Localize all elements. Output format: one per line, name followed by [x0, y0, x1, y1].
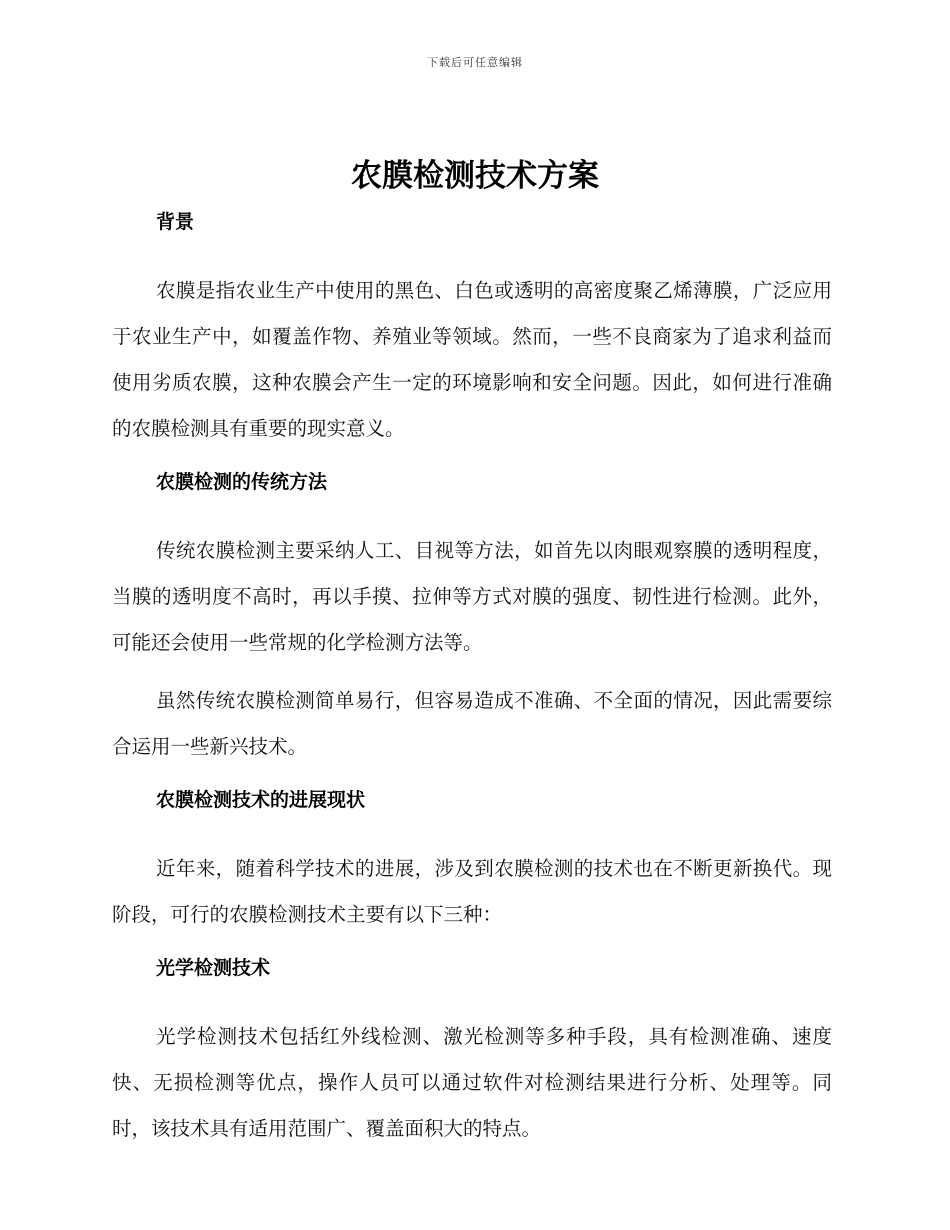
page-title: 农膜检测技术方案	[351, 158, 599, 194]
header-note: 下载后可任意编辑	[427, 56, 523, 69]
paragraph-optical-detection: 光学检测技术包括红外线检测、激光检测等多种手段，具有检测准确、速度快、无损检测等优点，操作人员可以通过软件对检测结果进行分析、处理等。同时，该技术具有适用范围广、覆盖面积大的特点。	[112, 1025, 832, 1140]
section-heading-traditional-methods: 农膜检测的传统方法	[156, 471, 328, 493]
paragraph-traditional-methods-1: 传统农膜检测主要采纳人工、目视等方法，如首先以肉眼观察膜的透明程度，当膜的透明度不高时，再以手摸、拉伸等方式对膜的强度、韧性进行检测。此外，可能还会使用一些常规的化学检测方法等。	[112, 539, 832, 654]
paragraph-progress-status: 近年来，随着科学技术的进展，涉及到农膜检测的技术也在不断更新换代。现阶段，可行的农膜检测技术主要有以下三种：	[112, 857, 832, 926]
section-heading-progress-status: 农膜检测技术的进展现状	[156, 789, 366, 811]
section-heading-optical-detection: 光学检测技术	[156, 957, 271, 979]
paragraph-traditional-methods-2: 虽然传统农膜检测简单易行，但容易造成不准确、不全面的情况，因此需要综合运用一些新兴技术。	[112, 689, 832, 758]
document-body	[112, 204, 832, 1152]
paragraph-background: 农膜是指农业生产中使用的黑色、白色或透明的高密度聚乙烯薄膜，广泛应用于农业生产中，如覆盖作物、养殖业等领域。然而，一些不良商家为了追求利益而使用劣质农膜，这种农膜会产生一定的环境影响和安全问题。因此，如何进行准确的农膜检测具有重要的现实意义。	[112, 279, 832, 440]
section-heading-background: 背景	[156, 211, 195, 233]
